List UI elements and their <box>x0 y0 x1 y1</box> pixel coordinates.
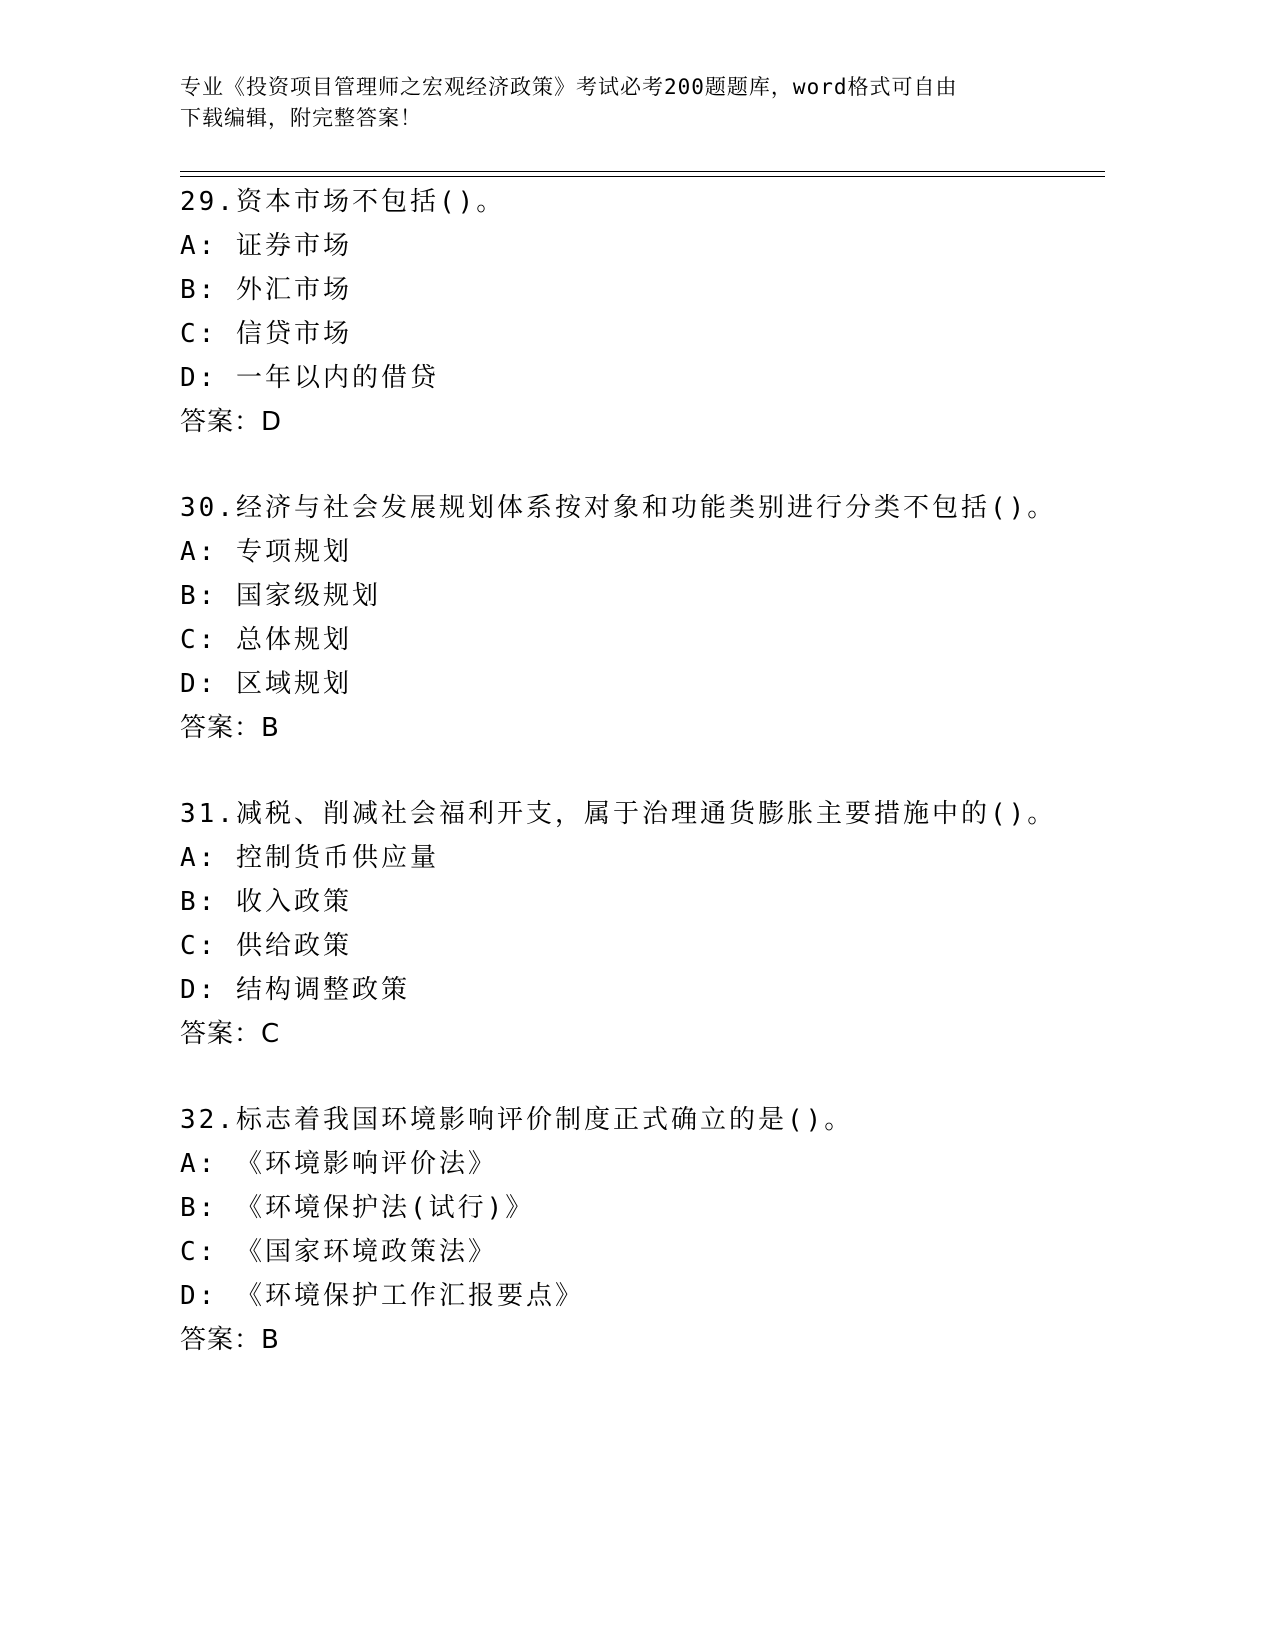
document-header <box>180 72 1060 134</box>
option-d: D: 一年以内的借贷 <box>180 363 439 393</box>
option-b: B: 外汇市场 <box>180 275 352 305</box>
question-list <box>180 184 1105 1366</box>
header-line-2: 下载编辑，附完整答案！ <box>180 106 422 130</box>
header-divider-top <box>180 171 1105 172</box>
question-30 <box>180 490 1105 754</box>
option-b: B: 《环境保护法(试行)》 <box>180 1193 535 1223</box>
question-31 <box>180 796 1105 1060</box>
question-stem: 32.标志着我国环境影响评价制度正式确立的是()。 <box>180 1105 854 1135</box>
header-divider-bottom <box>180 176 1105 177</box>
option-a: A: 《环境影响评价法》 <box>180 1149 497 1179</box>
answer: 答案：B <box>180 713 280 743</box>
answer: 答案：C <box>180 1019 281 1049</box>
option-c: C: 《国家环境政策法》 <box>180 1237 497 1267</box>
header-line-1: 专业《投资项目管理师之宏观经济政策》考试必考200题题库，word格式可自由 <box>180 75 958 99</box>
option-d: D: 《环境保护工作汇报要点》 <box>180 1281 584 1311</box>
option-d: D: 区域规划 <box>180 669 352 699</box>
option-c: C: 信贷市场 <box>180 319 352 349</box>
option-a: A: 控制货币供应量 <box>180 843 439 873</box>
option-d: D: 结构调整政策 <box>180 975 410 1005</box>
option-c: C: 总体规划 <box>180 625 352 655</box>
question-29 <box>180 184 1105 448</box>
option-b: B: 国家级规划 <box>180 581 381 611</box>
question-stem: 31.减税、削减社会福利开支，属于治理通货膨胀主要措施中的()。 <box>180 799 1057 829</box>
option-b: B: 收入政策 <box>180 887 352 917</box>
question-32 <box>180 1102 1105 1366</box>
option-a: A: 专项规划 <box>180 537 352 567</box>
option-c: C: 供给政策 <box>180 931 352 961</box>
option-a: A: 证券市场 <box>180 231 352 261</box>
answer: 答案：D <box>180 407 283 437</box>
answer: 答案：B <box>180 1325 280 1355</box>
question-stem: 30.经济与社会发展规划体系按对象和功能类别进行分类不包括()。 <box>180 493 1057 523</box>
question-stem: 29.资本市场不包括()。 <box>180 187 506 217</box>
